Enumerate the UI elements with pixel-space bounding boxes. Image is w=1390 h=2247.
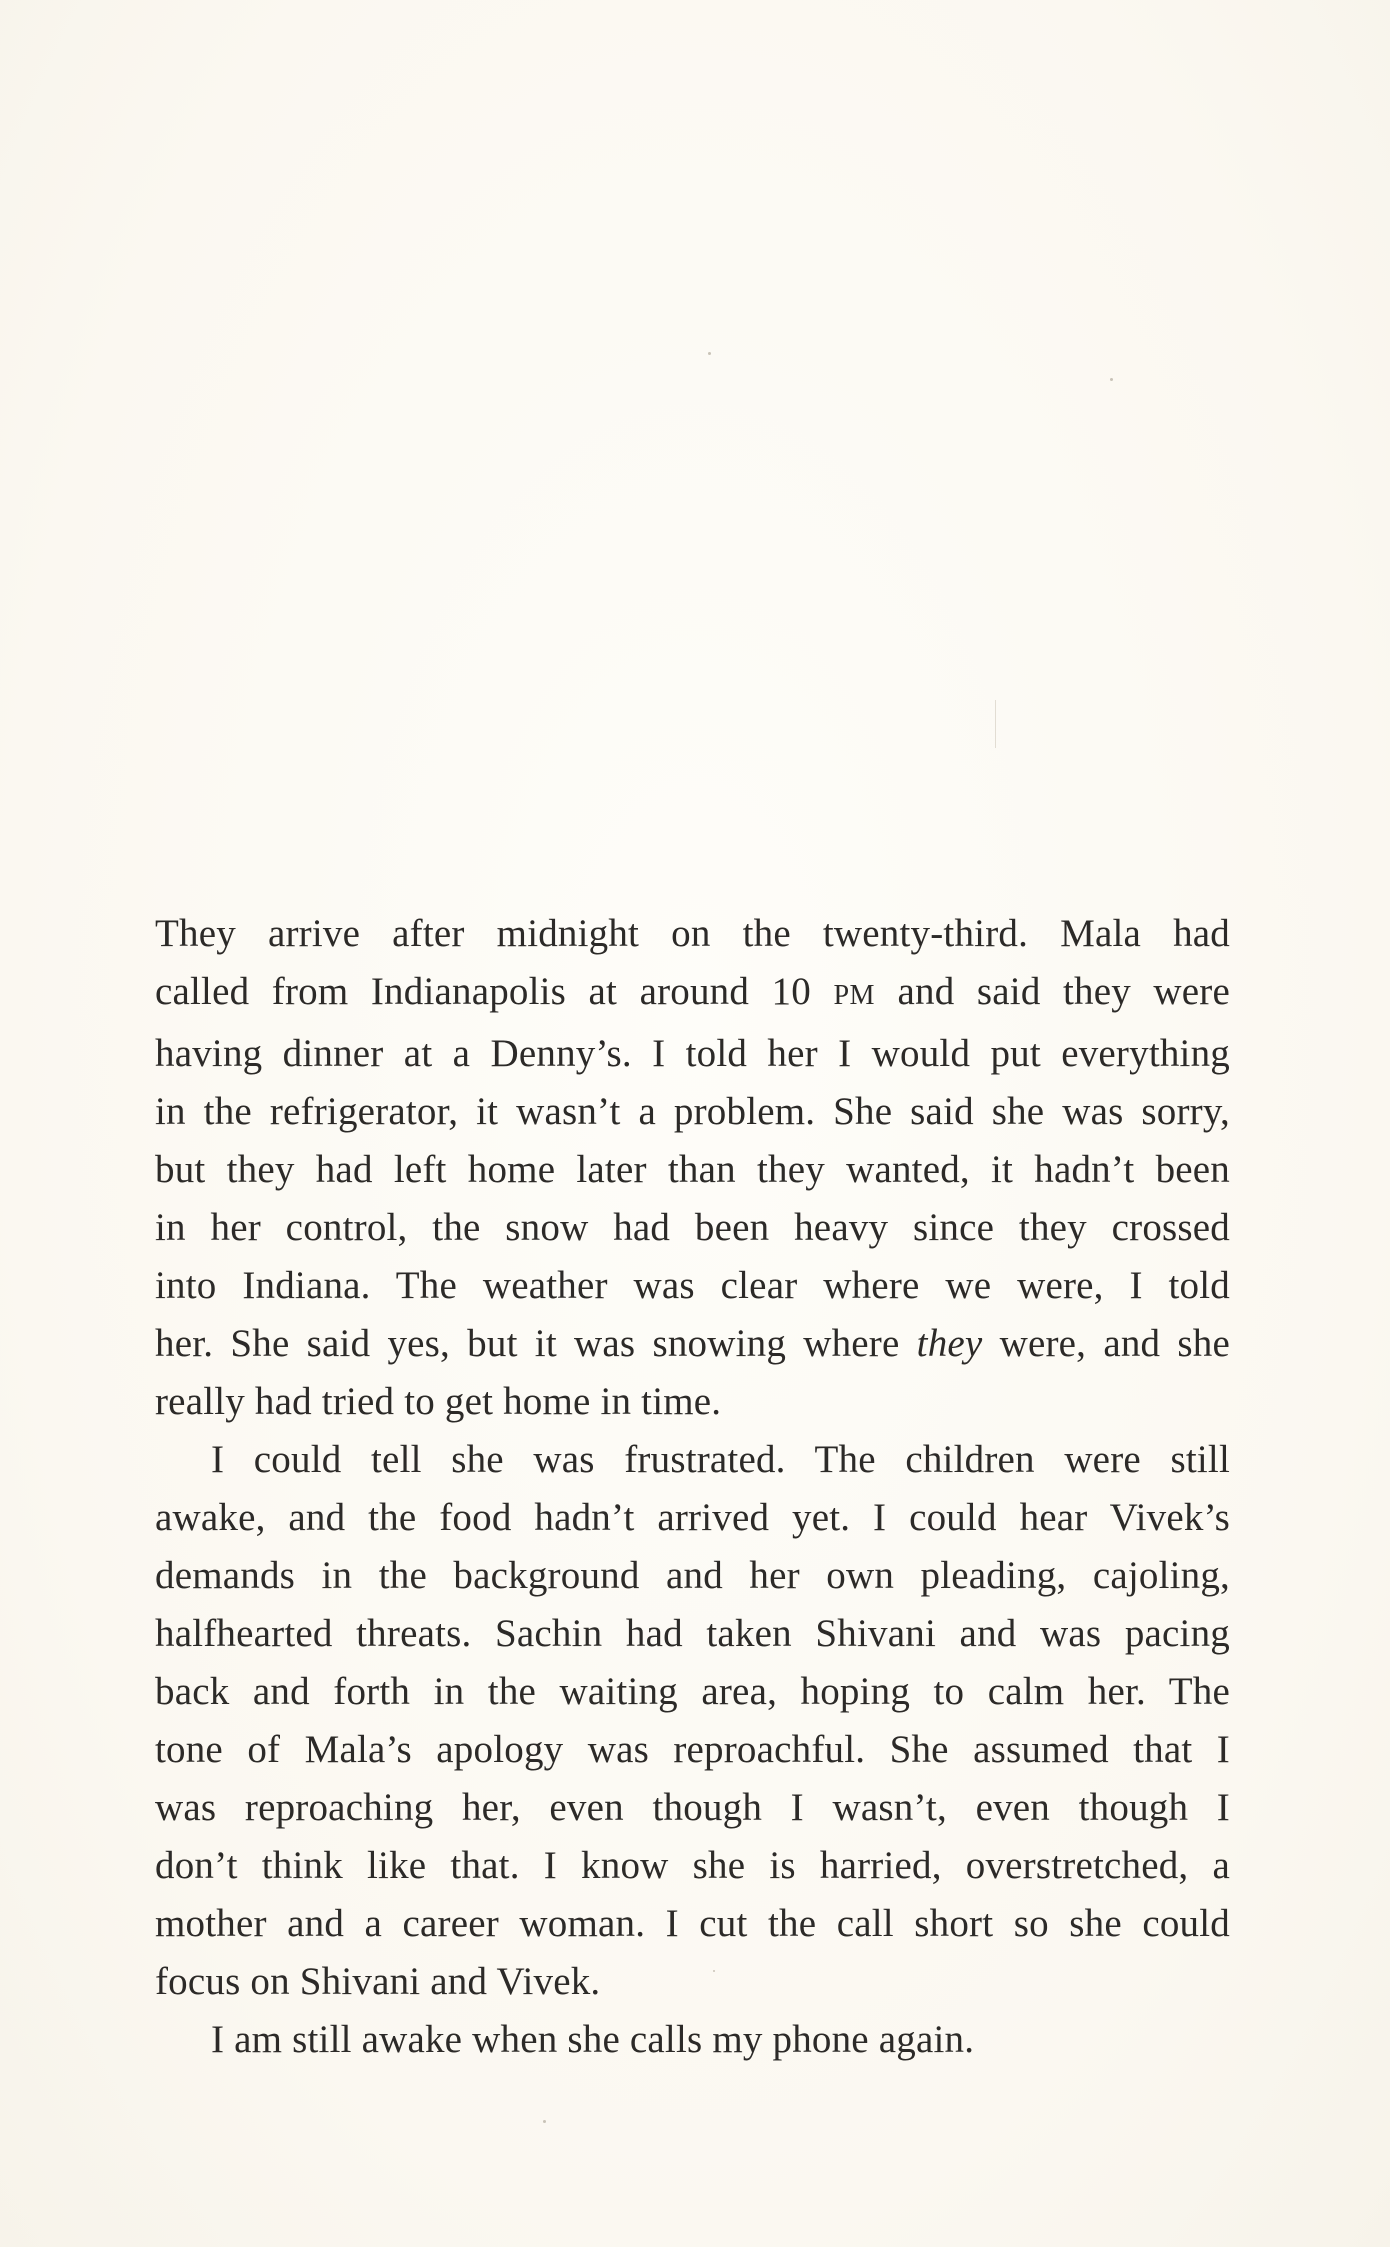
paper-speck: [1110, 378, 1113, 381]
styled-word: PM: [833, 980, 876, 1011]
text-line: tone of Mala’s apology was reproachful. She assumed that I: [155, 1728, 1230, 1771]
styled-word: they: [916, 1322, 983, 1365]
text-line: mother and a career woman. I cut the call short so she could: [155, 1902, 1230, 1945]
paragraph-2: [155, 1431, 1230, 2011]
text-line: called from Indianapolis at around 10 PM and said they were: [155, 970, 1231, 1013]
paper-speck: [708, 352, 711, 355]
paragraph-1: [155, 905, 1230, 1431]
text-line: her. She said yes, but it was snowing where they were, and she: [155, 1322, 1230, 1365]
text-line: was reproaching her, even though I wasn’t, even though I: [155, 1786, 1230, 1829]
text-line: having dinner at a Denny’s. I told her I would put everything: [155, 1032, 1230, 1075]
paper-speck: [543, 2120, 546, 2123]
text-line: don’t think like that. I know she is harried, overstretched, a: [155, 1844, 1230, 1887]
text-line: back and forth in the waiting area, hoping to calm her. The: [155, 1670, 1230, 1713]
text-line: but they had left home later than they wanted, it hadn’t been: [155, 1148, 1230, 1191]
text-line: I am still awake when she calls my phone again.: [211, 2018, 975, 2061]
body-text: [155, 905, 1230, 2069]
text-line: in the refrigerator, it wasn’t a problem. She said she was sorry,: [155, 1090, 1230, 1133]
text-line: really had tried to get home in time.: [155, 1380, 722, 1423]
text-line: focus on Shivani and Vivek.: [155, 1960, 601, 2003]
text-line: in her control, the snow had been heavy since they crossed: [155, 1206, 1230, 1249]
page-crease-mark: [995, 700, 996, 748]
paragraph-3: [155, 2011, 1230, 2069]
text-line: into Indiana. The weather was clear where we were, I told: [155, 1264, 1230, 1307]
text-line: demands in the background and her own pleading, cajoling,: [155, 1554, 1230, 1597]
text-line: awake, and the food hadn’t arrived yet. I could hear Vivek’s: [155, 1496, 1230, 1539]
text-line: They arrive after midnight on the twenty-third. Mala had: [155, 912, 1230, 955]
text-line: I could tell she was frustrated. The children were still: [211, 1438, 1230, 1481]
text-line: halfhearted threats. Sachin had taken Shivani and was pacing: [155, 1612, 1230, 1655]
